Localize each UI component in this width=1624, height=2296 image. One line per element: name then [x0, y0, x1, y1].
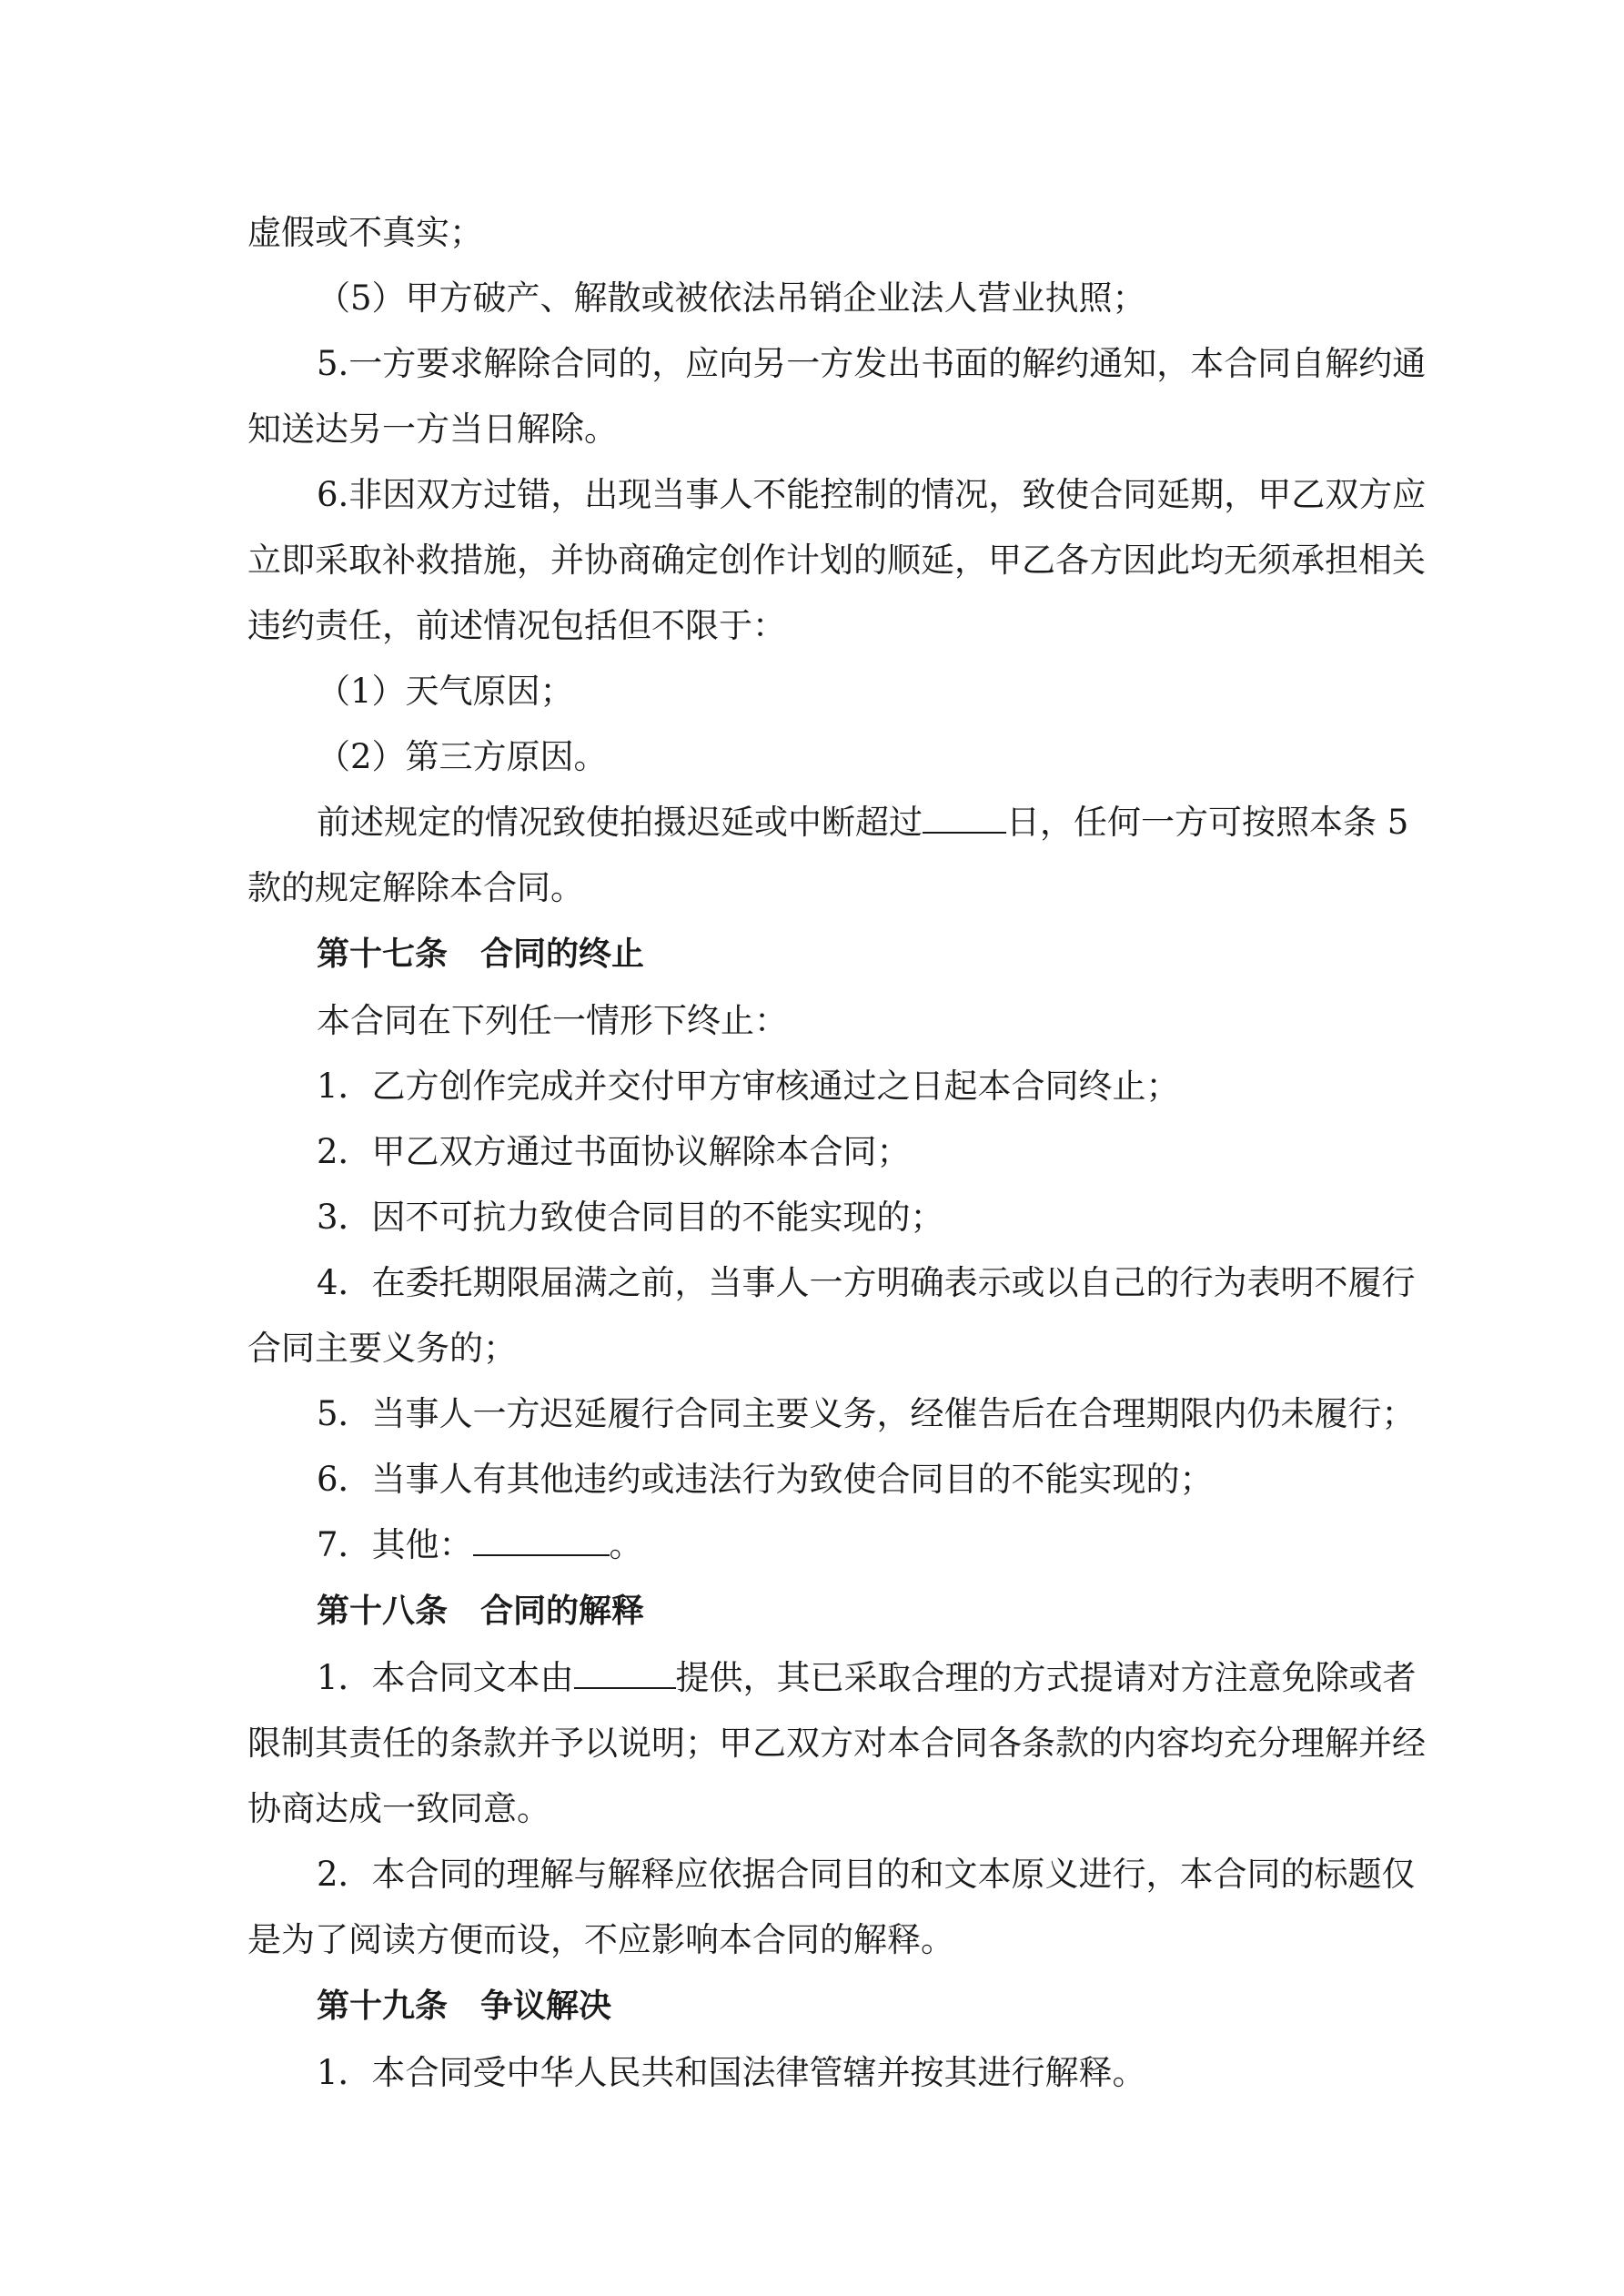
- list-item: （1）天气原因；: [317, 672, 574, 711]
- article-17-heading: [247, 921, 1379, 988]
- paragraph-line: 5.一方要求解除合同的，应向另一方发出书面的解约通知，本合同自解约通: [317, 344, 1427, 383]
- text-segment: 1．本合同文本由: [317, 1658, 574, 1697]
- text-segment: 前述规定的情况致使拍摄迟延或中断超过: [317, 803, 923, 842]
- list-item: （5）甲方破产、解散或被依法吊销企业法人营业执照；: [317, 278, 1146, 318]
- list-item: 5．当事人一方迟延履行合同主要义务，经催告后在合理期限内仍未履行；: [317, 1394, 1416, 1433]
- paragraph-line: 本合同在下列任一情形下终止：: [317, 1001, 788, 1040]
- paragraph-line: 知送达另一方当日解除。: [247, 410, 618, 449]
- paragraph-line: 是为了阅读方便而设，不应影响本合同的解释。: [247, 1920, 954, 1959]
- list-item: 1．乙方创作完成并交付甲方审核通过之日起本合同终止；: [317, 1067, 1180, 1106]
- text-segment: 7．其他：: [317, 1525, 473, 1564]
- list-item: （2）第三方原因。: [317, 737, 608, 776]
- paragraph-line: 1．本合同受中华人民共和国法律管辖并按其进行解释。: [317, 2053, 1146, 2092]
- list-item: 2．甲乙双方通过书面协议解除本合同；: [317, 1132, 911, 1171]
- text-segment: 日，任何一方可按照本条 5: [1006, 803, 1409, 842]
- text-line: 虚假或不真实；: [247, 213, 483, 252]
- article-title: 合同的解释: [480, 1593, 645, 1630]
- paragraph-line: 6.非因双方过错，出现当事人不能控制的情况，致使合同延期，甲乙双方应: [317, 475, 1427, 514]
- text-segment: 。: [609, 1525, 643, 1564]
- paragraph-line: 款的规定解除本合同。: [247, 868, 584, 907]
- text-segment: 提供，其已采取合理的方式提请对方注意免除或者: [675, 1658, 1417, 1697]
- list-item-continuation: 合同主要义务的；: [247, 1329, 517, 1368]
- fill-blank-days: [923, 804, 1006, 834]
- paragraph-line: [247, 790, 1409, 855]
- document-page: [247, 200, 1427, 2106]
- article-title: 合同的终止: [480, 936, 645, 973]
- list-item: 6．当事人有其他违约或违法行为致使合同目的不能实现的；: [317, 1460, 1214, 1499]
- article-19-heading: [247, 1973, 1379, 2040]
- article-title: 争议解决: [480, 1988, 612, 2025]
- paragraph-line: [247, 1645, 1417, 1711]
- fill-blank-other: [473, 1527, 610, 1556]
- paragraph-line: 限制其责任的条款并予以说明；甲乙双方对本合同各条款的内容均充分理解并经: [247, 1724, 1426, 1763]
- paragraph-line: 2．本合同的理解与解释应依据合同目的和文本原义进行，本合同的标题仅: [317, 1855, 1416, 1894]
- paragraph-line: 立即采取补救措施，并协商确定创作计划的顺延，甲乙各方因此均无须承担相关: [247, 541, 1426, 580]
- article-18-heading: [247, 1578, 1379, 1645]
- article-number: 第十七条: [317, 936, 449, 973]
- paragraph-line: 协商达成一致同意。: [247, 1789, 550, 1828]
- list-item: [247, 1512, 1379, 1578]
- article-number: 第十九条: [317, 1988, 449, 2025]
- list-item: 3．因不可抗力致使合同目的不能实现的；: [317, 1198, 944, 1237]
- article-number: 第十八条: [317, 1593, 449, 1630]
- fill-blank-provider: [574, 1660, 676, 1689]
- list-item: 4．在委托期限届满之前，当事人一方明确表示或以自己的行为表明不履行: [317, 1263, 1416, 1302]
- paragraph-line: 违约责任，前述情况包括但不限于：: [247, 606, 786, 645]
